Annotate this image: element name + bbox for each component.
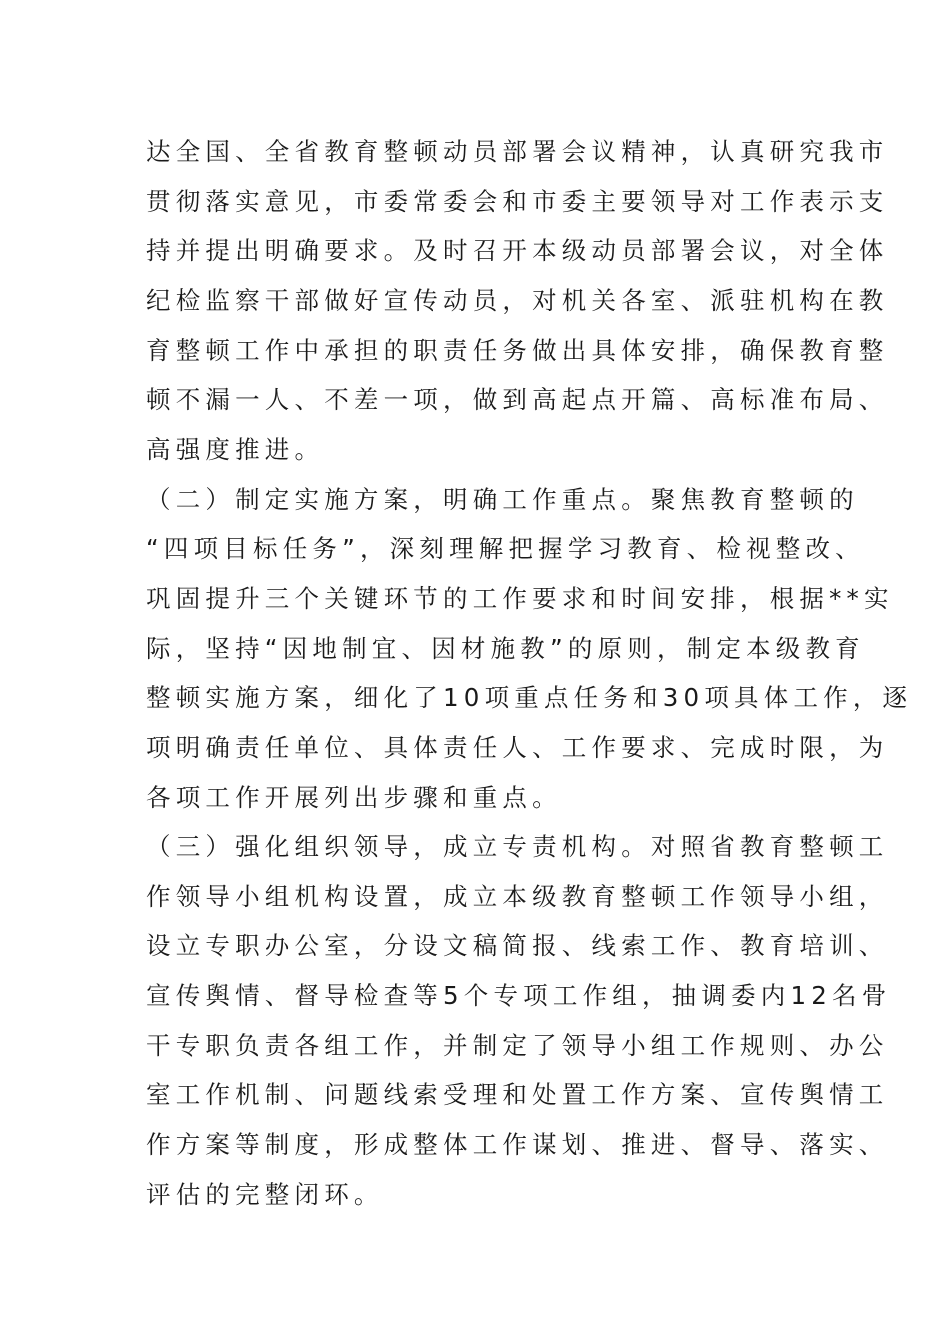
paragraph-2-line: “四项目标任务”，深刻理解把握学习教育、检视整改、 [146, 534, 865, 563]
paragraph-3-line: 作方案等制度，形成整体工作谋划、推进、督导、落实、 [146, 1130, 889, 1159]
paragraph-3-line: （三）强化组织领导，成立专责机构。对照省教育整顿工 [146, 832, 889, 861]
paragraph-1-line: 持并提出明确要求。及时召开本级动员部署会议，对全体 [146, 236, 889, 265]
paragraph-3-line: 评估的完整闭环。 [146, 1180, 384, 1209]
paragraph-3-line: 干专职负责各组工作，并制定了领导小组工作规则、办公 [146, 1031, 889, 1060]
paragraph-1-line: 贯彻落实意见，市委常委会和市委主要领导对工作表示支 [146, 187, 889, 216]
paragraph-3-line: 室工作机制、问题线索受理和处置工作方案、宣传舆情工 [146, 1080, 889, 1109]
paragraph-1-line: 育整顿工作中承担的职责任务做出具体安排，确保教育整 [146, 336, 889, 365]
paragraph-1-line: 高强度推进。 [146, 435, 325, 464]
paragraph-2-line: 巩固提升三个关键环节的工作要求和时间安排，根据**实 [146, 584, 894, 613]
paragraph-3-line: 设立专职办公室，分设文稿简报、线索工作、教育培训、 [146, 931, 889, 960]
paragraph-3-line: 作领导小组机构设置，成立本级教育整顿工作领导小组， [146, 882, 889, 911]
paragraph-2-line: 项明确责任单位、具体责任人、工作要求、完成时限，为 [146, 733, 889, 762]
paragraph-1-line: 纪检监察干部做好宣传动员，对机关各室、派驻机构在教 [146, 286, 889, 315]
paragraph-1-line: 达全国、全省教育整顿动员部署会议精神，认真研究我市 [146, 137, 889, 166]
paragraph-2-line: （二）制定实施方案，明确工作重点。聚焦教育整顿的 [146, 485, 859, 514]
paragraph-2-line: 整顿实施方案，细化了10项重点任务和30项具体工作，逐 [146, 683, 913, 712]
paragraph-1-line: 顿不漏一人、不差一项，做到高起点开篇、高标准布局、 [146, 385, 889, 414]
paragraph-3-line: 宣传舆情、督导检查等5个专项工作组，抽调委内12名骨 [146, 981, 892, 1010]
paragraph-2-line: 各项工作开展列出步骤和重点。 [146, 783, 562, 812]
paragraph-2-line: 际，坚持“因地制宜、因材施教”的原则，制定本级教育 [146, 634, 865, 663]
